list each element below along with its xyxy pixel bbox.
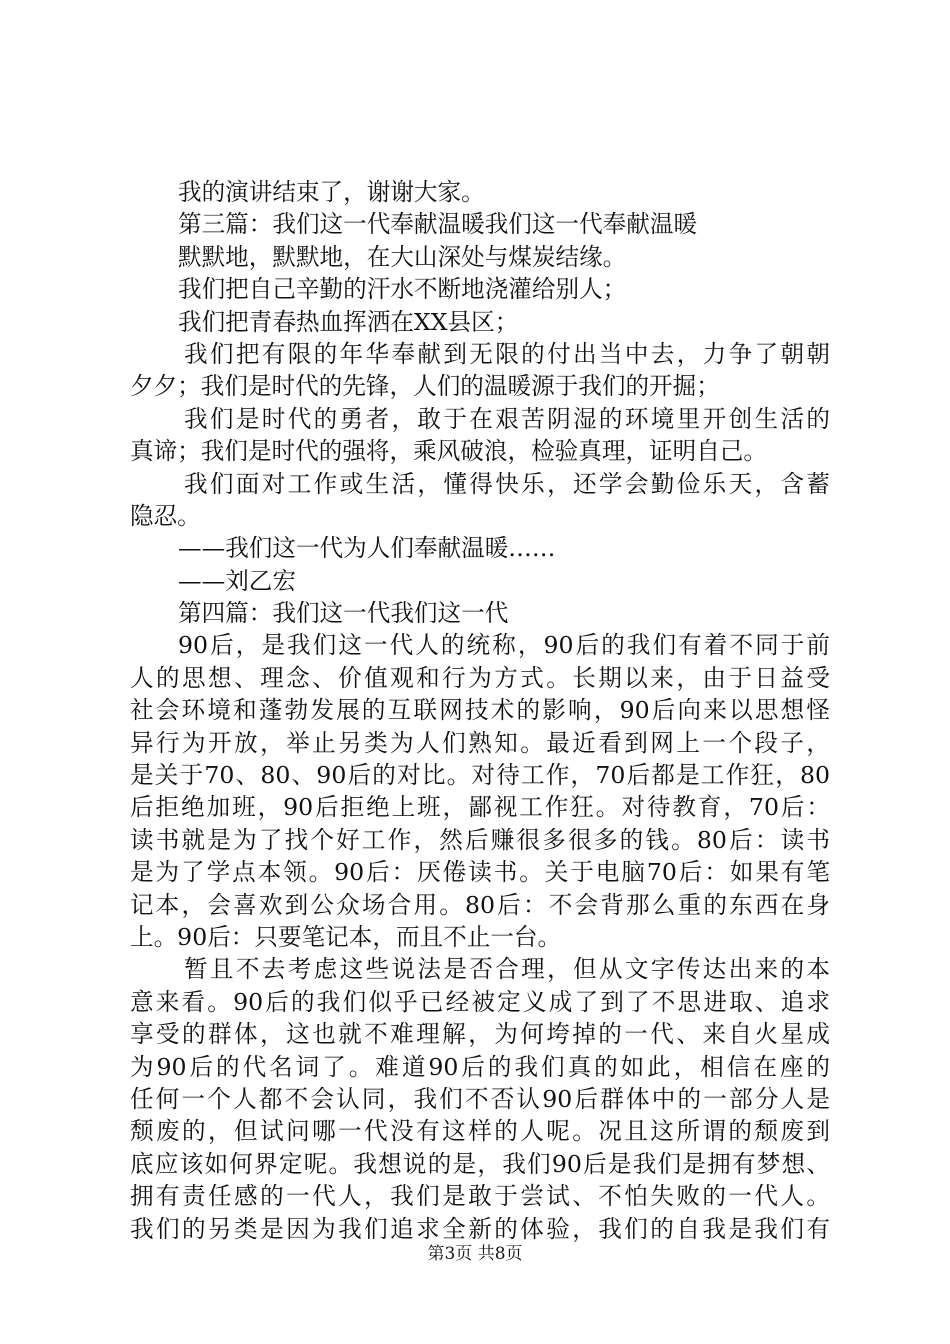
text-line: 颓废的，但试问哪一代没有这样的人呢。况且这所谓的颓废到	[130, 1117, 830, 1146]
text-line: 上。90后：只要笔记本，而且不止一台。	[130, 922, 562, 951]
text-line: 我们把自己辛勤的汗水不断地浇灌给别人；	[178, 275, 627, 304]
text-line: 我们把青春热血挥洒在XX县区；	[178, 307, 519, 336]
text-line: 隐忍。	[130, 501, 201, 530]
text-line: 第三篇：我们这一代奉献温暖我们这一代奉献温暖	[178, 210, 698, 239]
page-footer: 第3页 共8页	[427, 1244, 523, 1264]
text-line: 我们是时代的勇者，敢于在艰苦阴湿的环境里开创生活的	[184, 404, 830, 433]
text-line: 真谛；我们是时代的强将，乘风破浪，检验真理，证明自己。	[130, 437, 768, 466]
text-line: 读书就是为了找个好工作，然后赚很多很多的钱。80后：读书	[130, 825, 830, 854]
text-line: 任何一个人都不会认同，我们不否认90后群体中的一部分人是	[130, 1084, 830, 1113]
text-line: 我们的另类是因为我们追求全新的体验，我们的自我是我们有	[130, 1214, 830, 1243]
text-line: 我的演讲结束了，谢谢大家。	[178, 178, 485, 206]
text-line: 意来看。90后的我们似乎已经被定义成了到了不思进取、追求	[130, 987, 830, 1016]
text-line: 社会环境和蓬勃发展的互联网技术的影响，90后向来以思想怪	[130, 696, 830, 725]
document-body	[130, 176, 830, 1245]
text-line: ——我们这一代为人们奉献温暖……	[178, 534, 556, 563]
text-line: 异行为开放，举止另类为人们熟知。最近看到网上一个段子，	[130, 728, 830, 757]
text-line: 90后，是我们这一代人的统称，90后的我们有着不同于前	[178, 631, 830, 660]
text-line: 底应该如何界定呢。我想说的是，我们90后是我们是拥有梦想、	[130, 1149, 830, 1178]
text-line: 我们把有限的年华奉献到无限的付出当中去，力争了朝朝	[184, 339, 830, 368]
text-line: 后拒绝加班，90后拒绝上班，鄙视工作狂。对待教育，70后：	[130, 793, 830, 822]
text-line: 暂且不去考虑这些说法是否合理，但从文字传达出来的本	[184, 955, 830, 984]
text-line: 享受的群体，这也就不难理解，为何垮掉的一代、来自火星成	[130, 1020, 830, 1049]
text-line: ——刘乙宏	[178, 566, 296, 595]
text-line: 为90后的代名词了。难道90后的我们真的如此，相信在座的	[130, 1052, 830, 1081]
text-line: 夕夕；我们是时代的先锋，人们的温暖源于我们的开掘；	[130, 372, 720, 401]
text-line: 是为了学点本领。90后：厌倦读书。关于电脑70后：如果有笔	[130, 858, 830, 887]
text-line: 第四篇：我们这一代我们这一代	[178, 599, 509, 628]
text-line: 我们面对工作或生活，懂得快乐，还学会勤俭乐天，含蓄	[184, 469, 830, 498]
text-line: 人的思想、理念、价值观和行为方式。长期以来，由于日益受	[130, 663, 830, 692]
text-line: 默默地，默默地，在大山深处与煤炭结缘。	[178, 242, 627, 271]
text-line: 拥有责任感的一代人，我们是敢于尝试、不怕失败的一代人。	[130, 1182, 830, 1211]
text-line: 记本，会喜欢到公众场合用。80后：不会背那么重的东西在身	[130, 890, 830, 919]
text-line: 是关于70、80、90后的对比。对待工作，70后都是工作狂，80	[130, 761, 830, 790]
